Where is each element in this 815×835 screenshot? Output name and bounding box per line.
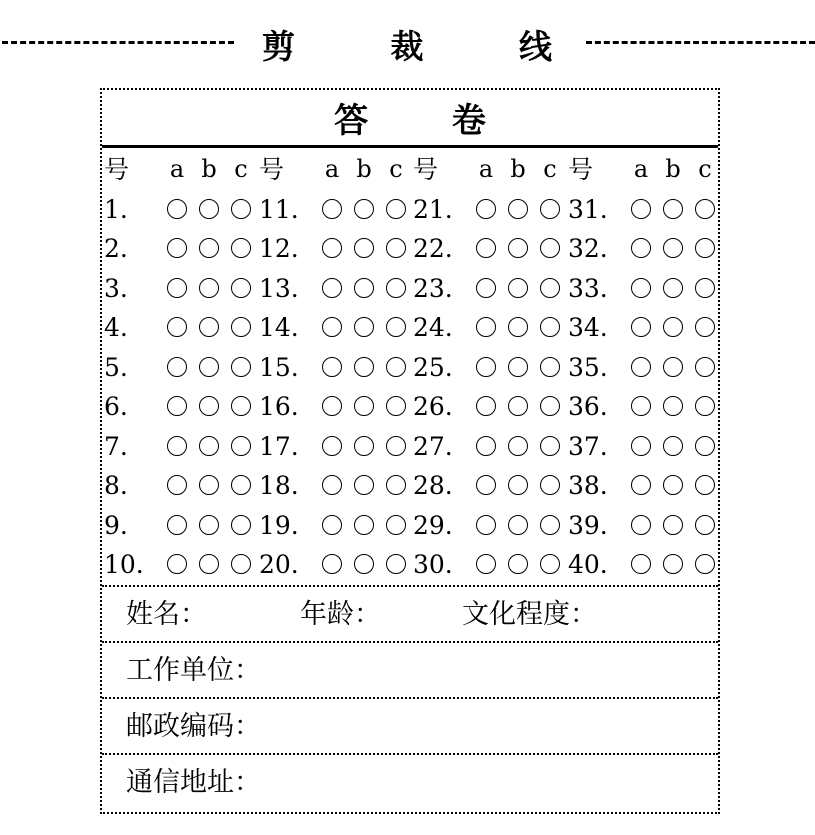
question-number: 21.: [413, 194, 453, 224]
question-number-header: 号: [104, 155, 130, 184]
question-number: 2.: [104, 234, 128, 263]
answer-bubble-c[interactable]: [386, 554, 406, 574]
answer-bubble-b[interactable]: [508, 475, 528, 495]
answer-bubble-b[interactable]: [508, 436, 528, 456]
answer-bubble-a[interactable]: [631, 357, 651, 377]
answer-bubble-a[interactable]: [476, 199, 496, 219]
answer-bubble-a[interactable]: [167, 475, 187, 495]
question-number: 29.: [413, 510, 453, 540]
answer-bubble-c[interactable]: [695, 515, 715, 535]
answer-bubble-c[interactable]: [386, 357, 406, 377]
answer-bubble-a[interactable]: [322, 278, 342, 298]
answer-bubble-a[interactable]: [322, 554, 342, 574]
answer-row: [102, 466, 718, 505]
question-number: 23.: [413, 273, 453, 303]
question-number-header: 号: [413, 155, 439, 184]
answer-bubble-a[interactable]: [631, 475, 651, 495]
answer-bubble-a[interactable]: [476, 357, 496, 377]
answer-bubble-c[interactable]: [386, 199, 406, 219]
question-number: 6.: [104, 392, 128, 421]
option-letter-header: b: [356, 155, 372, 183]
question-number: 14.: [259, 313, 299, 342]
answer-grid-header: [102, 150, 718, 189]
answer-bubble-c[interactable]: [231, 278, 251, 298]
answer-bubble-c[interactable]: [695, 278, 715, 298]
question-number: 12.: [259, 234, 299, 263]
answer-bubble-a[interactable]: [167, 396, 187, 416]
answer-row: [102, 545, 718, 584]
answer-bubble-c[interactable]: [540, 475, 560, 495]
answer-row: [102, 348, 718, 387]
info-row-address: [102, 753, 718, 809]
answer-bubble-c[interactable]: [695, 199, 715, 219]
answer-grid: [102, 150, 718, 585]
answer-bubble-b[interactable]: [354, 278, 374, 298]
option-letter-header: a: [324, 155, 340, 183]
question-number: 17.: [259, 431, 299, 461]
info-row-employer: [102, 641, 718, 697]
answer-bubble-c[interactable]: [695, 357, 715, 377]
cut-line: [0, 22, 815, 66]
answer-bubble-b[interactable]: [354, 238, 374, 258]
question-number: 18.: [259, 471, 299, 500]
question-number: 32.: [568, 234, 608, 263]
answer-bubble-b[interactable]: [354, 357, 374, 377]
answer-sheet-title: 答 卷: [102, 90, 718, 148]
answer-bubble-a[interactable]: [631, 317, 651, 337]
answer-bubble-b[interactable]: [508, 357, 528, 377]
answer-bubble-a[interactable]: [322, 317, 342, 337]
answer-row: [102, 190, 718, 229]
answer-bubble-b[interactable]: [663, 475, 683, 495]
answer-bubble-b[interactable]: [663, 238, 683, 258]
answer-bubble-a[interactable]: [167, 317, 187, 337]
answer-bubble-b[interactable]: [354, 436, 374, 456]
question-number: 24.: [413, 313, 453, 342]
answer-bubble-a[interactable]: [322, 475, 342, 495]
answer-bubble-c[interactable]: [695, 436, 715, 456]
answer-bubble-c[interactable]: [231, 199, 251, 219]
answer-bubble-c[interactable]: [386, 515, 406, 535]
answer-bubble-a[interactable]: [167, 554, 187, 574]
answer-bubble-b[interactable]: [199, 475, 219, 495]
answer-bubble-c[interactable]: [540, 396, 560, 416]
answer-bubble-a[interactable]: [322, 199, 342, 219]
answer-bubble-a[interactable]: [476, 317, 496, 337]
answer-row: [102, 387, 718, 426]
question-number: 27.: [413, 431, 453, 461]
question-number: 15.: [259, 352, 299, 382]
question-number: 7.: [104, 431, 128, 461]
answer-bubble-c[interactable]: [231, 317, 251, 337]
answer-bubble-a[interactable]: [631, 515, 651, 535]
question-number: 10.: [104, 550, 144, 579]
answer-bubble-b[interactable]: [508, 515, 528, 535]
answer-bubble-a[interactable]: [631, 436, 651, 456]
answer-bubble-a[interactable]: [167, 199, 187, 219]
answer-bubble-b[interactable]: [508, 199, 528, 219]
answer-bubble-a[interactable]: [631, 396, 651, 416]
question-number: 28.: [413, 471, 453, 500]
answer-row: [102, 229, 718, 268]
answer-bubble-b[interactable]: [663, 317, 683, 337]
answer-bubble-b[interactable]: [663, 436, 683, 456]
answer-bubble-b[interactable]: [199, 515, 219, 535]
question-number: 38.: [568, 471, 608, 500]
question-number: 31.: [568, 194, 608, 224]
answer-bubble-a[interactable]: [322, 396, 342, 416]
question-number: 8.: [104, 471, 128, 500]
question-number: 25.: [413, 352, 453, 382]
option-letter-header: b: [665, 155, 681, 183]
answer-bubble-a[interactable]: [631, 199, 651, 219]
answer-bubble-b[interactable]: [508, 554, 528, 574]
answer-bubble-b[interactable]: [199, 396, 219, 416]
answer-row: [102, 506, 718, 545]
answer-bubble-a[interactable]: [476, 554, 496, 574]
answer-bubble-a[interactable]: [322, 357, 342, 377]
answer-bubble-a[interactable]: [631, 278, 651, 298]
answer-bubble-a[interactable]: [631, 238, 651, 258]
option-letter-header: c: [698, 155, 712, 183]
answer-bubble-b[interactable]: [199, 357, 219, 377]
answer-bubble-c[interactable]: [231, 357, 251, 377]
question-number: 19.: [259, 510, 299, 540]
answer-bubble-a[interactable]: [167, 357, 187, 377]
answer-bubble-c[interactable]: [231, 238, 251, 258]
answer-bubble-c[interactable]: [231, 436, 251, 456]
answer-bubble-a[interactable]: [167, 515, 187, 535]
answer-bubble-c[interactable]: [231, 515, 251, 535]
question-number: 5.: [104, 352, 128, 382]
answer-bubble-c[interactable]: [231, 396, 251, 416]
cut-line-char: 线: [519, 26, 552, 66]
answer-bubble-b[interactable]: [354, 317, 374, 337]
question-number: 39.: [568, 510, 608, 540]
answer-bubble-c[interactable]: [540, 357, 560, 377]
answer-bubble-c[interactable]: [386, 317, 406, 337]
cut-line-char: 裁: [390, 26, 424, 66]
answer-bubble-c[interactable]: [540, 317, 560, 337]
question-number: 9.: [104, 510, 128, 540]
answer-bubble-b[interactable]: [508, 396, 528, 416]
answer-bubble-c[interactable]: [695, 396, 715, 416]
answer-bubble-a[interactable]: [476, 238, 496, 258]
answer-bubble-a[interactable]: [476, 278, 496, 298]
answer-bubble-b[interactable]: [663, 515, 683, 535]
answer-bubble-b[interactable]: [663, 357, 683, 377]
answer-bubble-a[interactable]: [476, 475, 496, 495]
age-label: 年龄：: [300, 599, 381, 630]
answer-bubble-c[interactable]: [386, 436, 406, 456]
answer-bubble-a[interactable]: [476, 436, 496, 456]
question-number: 3.: [104, 273, 128, 303]
option-letter-header: a: [169, 155, 185, 183]
answer-bubble-b[interactable]: [663, 554, 683, 574]
answer-bubble-a[interactable]: [167, 436, 187, 456]
answer-bubble-b[interactable]: [663, 396, 683, 416]
option-letter-header: b: [510, 155, 526, 183]
cut-line-label: [262, 22, 552, 66]
question-number: 20.: [259, 550, 299, 579]
answer-bubble-b[interactable]: [354, 199, 374, 219]
answer-bubble-c[interactable]: [695, 317, 715, 337]
option-letter-header: a: [633, 155, 649, 183]
answer-sheet: [100, 88, 720, 814]
answer-bubble-c[interactable]: [540, 238, 560, 258]
answer-bubble-c[interactable]: [695, 238, 715, 258]
question-number: 33.: [568, 273, 608, 303]
question-number: 34.: [568, 313, 608, 342]
cut-line-char: 剪: [262, 26, 295, 66]
answer-row: [102, 308, 718, 347]
info-row-postcode: [102, 697, 718, 753]
name-label: 姓名：: [126, 599, 207, 630]
question-number: 36.: [568, 392, 608, 421]
answer-row: [102, 427, 718, 466]
question-number: 4.: [104, 313, 128, 342]
answer-bubble-c[interactable]: [231, 554, 251, 574]
answer-bubble-c[interactable]: [386, 238, 406, 258]
answer-bubble-c[interactable]: [540, 436, 560, 456]
info-row-personal: [102, 585, 718, 641]
question-number-header: 号: [568, 155, 594, 184]
question-number: 37.: [568, 431, 608, 461]
answer-bubble-c[interactable]: [540, 515, 560, 535]
answer-bubble-b[interactable]: [508, 278, 528, 298]
question-number: 22.: [413, 234, 453, 263]
answer-bubble-b[interactable]: [354, 396, 374, 416]
answer-row: [102, 269, 718, 308]
answer-bubble-c[interactable]: [386, 278, 406, 298]
answer-bubble-b[interactable]: [199, 554, 219, 574]
answer-bubble-c[interactable]: [540, 278, 560, 298]
employer-label: 工作单位：: [126, 655, 261, 686]
answer-bubble-b[interactable]: [508, 238, 528, 258]
question-number: 35.: [568, 352, 608, 382]
answer-bubble-b[interactable]: [199, 436, 219, 456]
answer-bubble-c[interactable]: [386, 396, 406, 416]
answer-bubble-c[interactable]: [540, 554, 560, 574]
answer-bubble-a[interactable]: [476, 515, 496, 535]
question-number-header: 号: [259, 155, 285, 184]
answer-bubble-c[interactable]: [695, 554, 715, 574]
option-letter-header: c: [234, 155, 248, 183]
question-number: 11.: [259, 194, 299, 224]
answer-bubble-b[interactable]: [663, 278, 683, 298]
question-number: 1.: [104, 194, 128, 224]
answer-bubble-a[interactable]: [476, 396, 496, 416]
answer-bubble-a[interactable]: [167, 238, 187, 258]
answer-bubble-b[interactable]: [199, 199, 219, 219]
answer-bubble-b[interactable]: [354, 515, 374, 535]
question-number: 26.: [413, 392, 453, 421]
cut-line-dashes-right: [586, 41, 815, 44]
question-number: 16.: [259, 392, 299, 421]
answer-bubble-a[interactable]: [322, 238, 342, 258]
answer-bubble-b[interactable]: [508, 317, 528, 337]
answer-bubble-c[interactable]: [386, 475, 406, 495]
postcode-label: 邮政编码：: [126, 711, 261, 742]
option-letter-header: c: [389, 155, 403, 183]
answer-bubble-b[interactable]: [663, 199, 683, 219]
question-number: 13.: [259, 273, 299, 303]
question-number: 30.: [413, 550, 453, 579]
answer-bubble-a[interactable]: [167, 278, 187, 298]
question-number: 40.: [568, 550, 608, 579]
answer-bubble-b[interactable]: [199, 278, 219, 298]
cut-line-dashes-left: [2, 41, 234, 44]
answer-bubble-a[interactable]: [631, 554, 651, 574]
answer-bubble-c[interactable]: [695, 475, 715, 495]
option-letter-header: a: [478, 155, 494, 183]
option-letter-header: b: [201, 155, 217, 183]
answer-bubble-c[interactable]: [540, 199, 560, 219]
answer-bubble-b[interactable]: [354, 475, 374, 495]
option-letter-header: c: [543, 155, 557, 183]
answer-bubble-a[interactable]: [322, 515, 342, 535]
answer-bubble-b[interactable]: [199, 317, 219, 337]
answer-bubble-a[interactable]: [322, 436, 342, 456]
answer-bubble-b[interactable]: [199, 238, 219, 258]
address-label: 通信地址：: [126, 767, 261, 798]
answer-bubble-b[interactable]: [354, 554, 374, 574]
education-label: 文化程度：: [462, 599, 597, 630]
answer-bubble-c[interactable]: [231, 475, 251, 495]
